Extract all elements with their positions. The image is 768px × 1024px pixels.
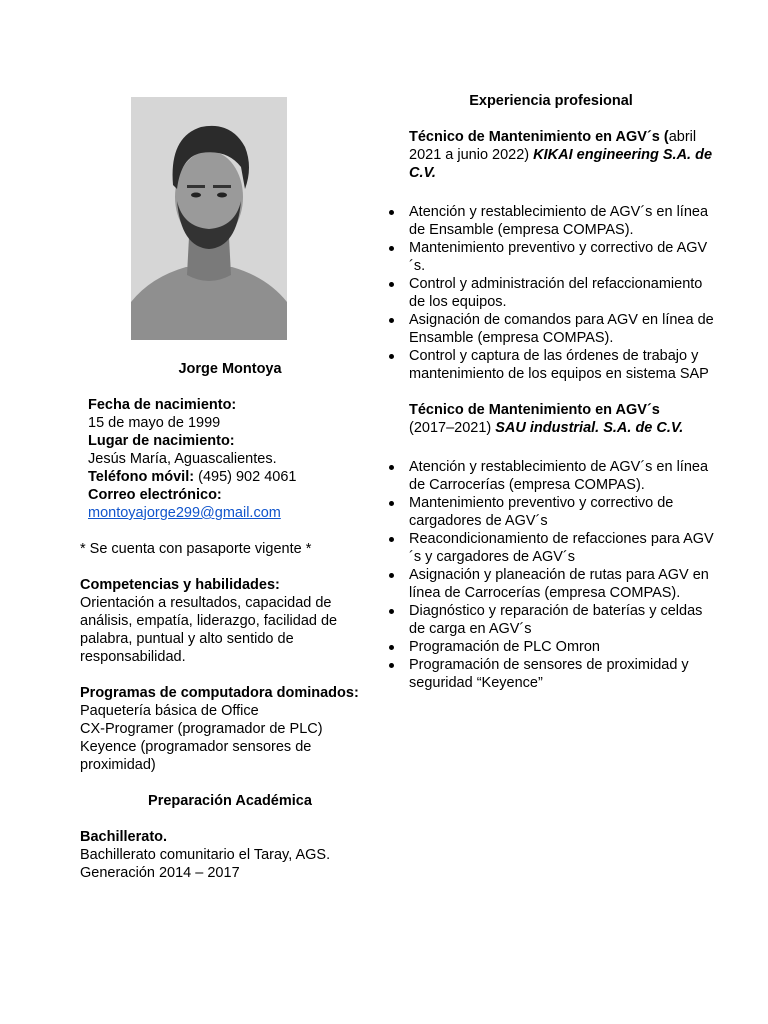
programs-title: Programas de computadora dominados: [80,685,359,701]
education-school: Bachillerato comunitario el Taray, AGS. [80,847,331,863]
birth-place: Jesús María, Aguascalientes. [88,451,277,467]
list-item: Reacondicionamiento de refacciones para AGV´s y cargadores de AGV´s [386,530,716,566]
job-1-header [386,128,716,182]
list-item: Asignación y planeación de rutas para AGV en línea de Carrocerías (empresa COMPAS). [386,566,716,602]
list-item: Control y captura de las órdenes de trabajo y mantenimiento de los equipos en sistema SAP [386,347,716,383]
list-item: Atención y restablecimiento de AGV´s en línea de Carrocerías (empresa COMPAS). [386,458,716,494]
person-name: Jorge Montoya [178,361,282,377]
email-link[interactable]: montoyajorge299@gmail.com [88,505,281,521]
phone-row [88,468,380,486]
job-title: Técnico de Mantenimiento en AGV´s [409,402,660,418]
list-item: Atención y restablecimiento de AGV´s en línea de Ensamble (empresa COMPAS). [386,203,716,239]
education-generation: Generación 2014 – 2017 [80,865,240,881]
job-company: KIKAI engineering S.A. de C.V. [409,147,713,181]
program-item: Paquetería básica de Office [80,703,259,719]
skills-title: Competencias y habilidades: [80,577,280,593]
list-item: Diagnóstico y reparación de baterías y celdas de carga en AGV´s [386,602,716,638]
profile-photo [131,97,287,340]
list-item: Mantenimiento preventivo y correctivo de cargadores de AGV´s [386,494,716,530]
list-item: Asignación de comandos para AGV en línea de Ensamble (empresa COMPAS). [386,311,716,347]
list-item: Mantenimiento preventivo y correctivo de AGV´s. [386,239,716,275]
program-item: CX-Programer (programador de PLC) [80,721,323,737]
list-item: Programación de sensores de proximidad y seguridad “Keyence” [386,656,716,692]
education-level: Bachillerato. [80,829,168,845]
list-item: Control y administración del refaccionamiento de los equipos. [386,275,716,311]
program-item: Keyence (programador sensores de proximidad) [80,739,312,773]
phone-label: Teléfono móvil: [88,469,195,485]
education-title: Preparación Académica [148,793,312,809]
right-column [386,92,716,692]
job-company: SAU industrial. S.A. de C.V. [495,420,684,436]
contact-block [80,396,380,522]
job-2-tasks [386,458,716,692]
job-2-header [386,401,716,437]
job-title: Técnico de Mantenimiento en AGV´s ( [409,129,669,145]
job-period: (2017–2021) [409,420,496,436]
birth-date: 15 de mayo de 1999 [88,415,221,431]
birth-place-label: Lugar de nacimiento: [88,433,235,449]
list-item: Programación de PLC Omron [386,638,716,656]
experience-title: Experiencia profesional [469,93,633,109]
phone-value: (495) 902 4061 [198,469,297,485]
birth-date-label: Fecha de nacimiento: [88,397,237,413]
left-column [80,360,380,882]
job-period: abril 2021 a junio 2022) [409,129,697,163]
job-1-tasks [386,203,716,383]
passport-note: * Se cuenta con pasaporte vigente * [80,541,312,557]
skills-text: Orientación a resultados, capacidad de análisis, empatía, liderazgo, facilidad de palabra, puntual y alto sentido de responsabilidad. [80,595,338,665]
email-label: Correo electrónico: [88,487,222,503]
